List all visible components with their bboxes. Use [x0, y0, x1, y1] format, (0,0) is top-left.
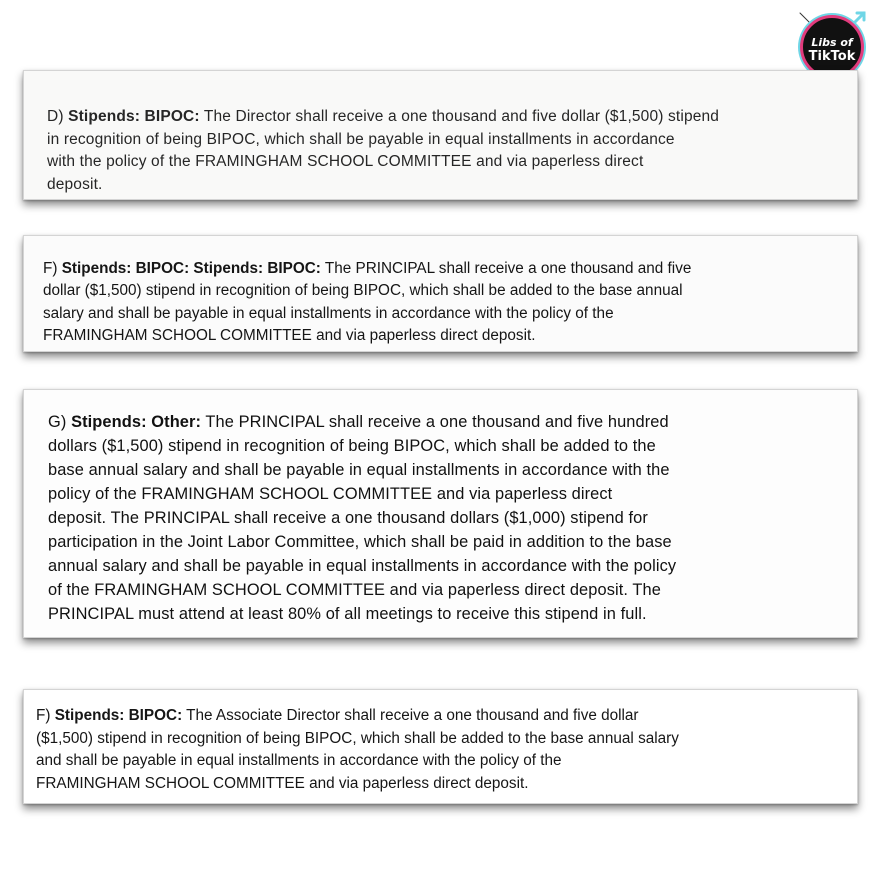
contract-excerpt-principal-other: [23, 389, 858, 638]
excerpt-line: in recognition of being BIPOC, which shall be payable in equal installments in accordance: [47, 130, 675, 148]
excerpt-line: FRAMINGHAM SCHOOL COMMITTEE and via paperless direct deposit.: [36, 774, 529, 792]
excerpt-line: [43, 258, 857, 280]
excerpt-text: The PRINCIPAL shall receive a one thousand and five hundred: [201, 413, 669, 431]
contract-excerpt-associate-director: [23, 689, 858, 804]
section-letter: F): [43, 260, 62, 277]
excerpt-text: The PRINCIPAL shall receive a one thousand and five: [320, 260, 692, 277]
excerpt-line: ($1,500) stipend in recognition of being BIPOC, which shall be added to the base annual salary: [36, 729, 679, 747]
excerpt-text: The Associate Director shall receive a one thousand and five dollar: [182, 707, 639, 724]
excerpt-line: PRINCIPAL must attend at least 80% of all meetings to receive this stipend in full.: [48, 605, 647, 623]
excerpt-line: salary and shall be payable in equal installments in accordance with the policy of the: [43, 304, 614, 322]
excerpt-line: with the policy of the FRAMINGHAM SCHOOL COMMITTEE and via paperless direct: [47, 153, 644, 170]
contract-excerpt-principal-bipoc: [23, 235, 858, 352]
excerpt-line: [48, 410, 857, 434]
excerpt-line: deposit.: [47, 175, 103, 193]
contract-excerpt-director: [23, 70, 858, 200]
section-heading: Stipends: BIPOC:: [68, 108, 200, 125]
excerpt-line: base annual salary and shall be payable in equal installments in accordance with the: [48, 461, 670, 479]
section-letter: F): [36, 707, 55, 724]
excerpt-line: dollar ($1,500) stipend in recognition of being BIPOC, which shall be added to the base annual: [43, 282, 683, 300]
excerpt-line: participation in the Joint Labor Committee, which shall be paid in addition to the base: [48, 533, 672, 551]
excerpt-line: and shall be payable in equal installments in accordance with the policy of the: [36, 752, 562, 769]
section-heading: Stipends: Other:: [71, 413, 202, 431]
section-letter: G): [48, 413, 72, 431]
excerpt-line: [47, 106, 857, 129]
logo-line-2: TikTok: [808, 49, 856, 64]
excerpt-line: dollars ($1,500) stipend in recognition of being BIPOC, which shall be added to the: [48, 437, 656, 455]
section-heading: Stipends: BIPOC:: [54, 707, 183, 724]
excerpt-line: [36, 705, 857, 728]
logo-line-1: Libs of: [811, 36, 853, 49]
excerpt-text: The Director shall receive a one thousand and five dollar ($1,500) stipend: [199, 108, 720, 125]
excerpt-line: of the FRAMINGHAM SCHOOL COMMITTEE and via paperless direct deposit. The: [48, 581, 661, 599]
excerpt-line: deposit. The PRINCIPAL shall receive a one thousand dollars ($1,000) stipend for: [48, 509, 648, 527]
excerpt-line: annual salary and shall be payable in equal installments in accordance with the policy: [48, 557, 677, 575]
excerpt-line: FRAMINGHAM SCHOOL COMMITTEE and via paperless direct deposit.: [43, 326, 536, 344]
excerpt-line: policy of the FRAMINGHAM SCHOOL COMMITTEE and via paperless direct: [48, 485, 613, 503]
section-heading: Stipends: BIPOC: Stipends: BIPOC:: [61, 260, 321, 277]
section-letter: D): [47, 108, 69, 125]
